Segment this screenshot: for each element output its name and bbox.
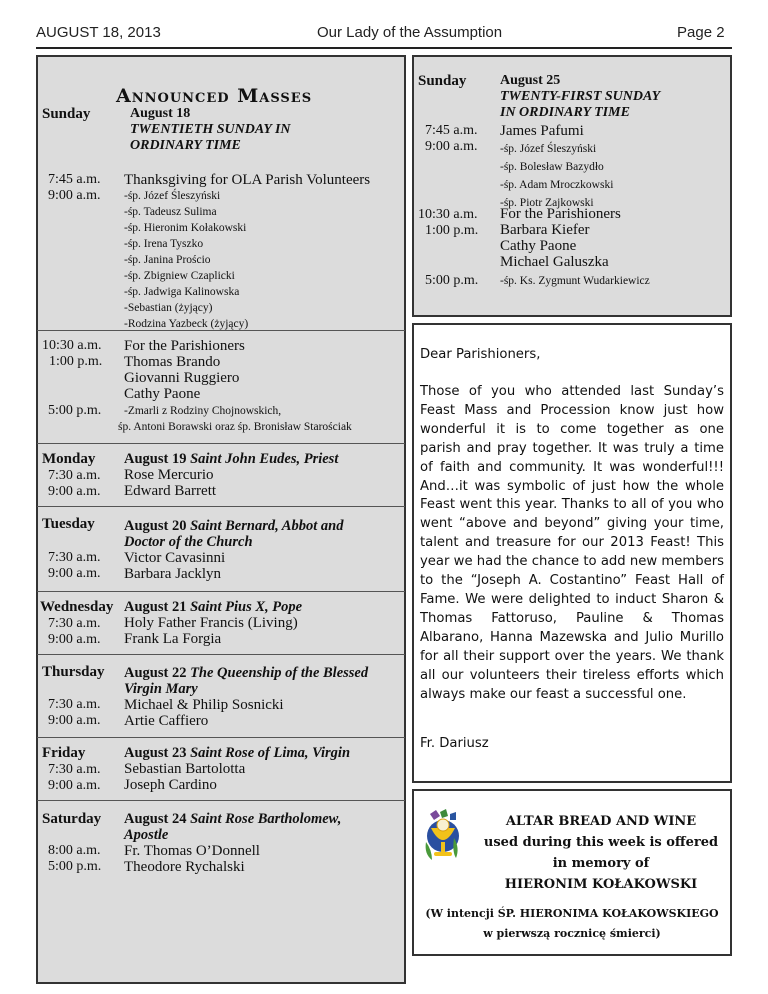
tuesday-times: 7:30 a.m. 9:00 a.m. (48, 550, 101, 581)
sunday18-intention-list: -śp. Józef Śleszyński -śp. Tadeusz Sulima -śp. Hieronim Kołakowski -śp. Irena Tyszko -śp. Janina Prościo -śp. Zbigniew Czaplicki -śp. Jadwiga Kalinowska -Sebastian (żyjący) -Rodzina Yazbeck (żyjący) (124, 190, 249, 330)
letter-signature: Fr. Dariusz (420, 736, 489, 751)
parish-name: Our Lady of the Assumption (317, 24, 503, 41)
sunday18-times-2: 10:30 a.m. 1:00 p.m. (42, 338, 103, 369)
saturday-times: 8:00 a.m. 5:00 p.m. (48, 843, 102, 874)
sunday25-times: 7:45 a.m. 9:00 a.m. (425, 123, 478, 154)
saturday-intentions: August 24 Saint Rose Bartholomew, Apostle Fr. Thomas O’Donnell Theodore Rychalski (124, 811, 342, 875)
sunday25-intention-list: -śp. Józef Śleszyński -śp. Bolesław Bazydło -śp. Adam Mroczkowski -śp. Piotr Zajkowski (500, 143, 614, 209)
divider (37, 591, 405, 592)
friday-intentions: August 23 Saint Rose of Lima, Virgin Sebastian Bartolotta Joseph Cardino (124, 745, 351, 793)
monday-block: Monday 7:30 a.m. 9:00 a.m. (42, 451, 101, 499)
thursday-times: 7:30 a.m. 9:00 a.m. (48, 697, 101, 728)
letter-body: Those of you who attended last Sunday’s Feast Mass and Procession know just how wonderful it is to come together as one parish and pray together. It was truly a time of faith and community. It was wonderful!!! And…it was symbolic of just how the whole Feast went this year. Thanks to all of you who went “above and beyond” giving your time, talent and treasure for our 2013 Feast! This year we had the chance to add new members to the “Joseph A. Costantino” Feast Hall of Fame. We were delighted to induct Sharon & Thomas Fattoruso, Pauline & Thomas Albarano, Hanna Mazewska and Julio Murillo for all their support over the years. We thank all our volunteers their tireless efforts which always make our feast a successful one. (420, 384, 724, 702)
thursday-intentions: August 22 The Queenship of the Blessed Virgin Mary Michael & Philip Sosnicki Artie Caffiero (124, 665, 369, 729)
wednesday-block: Wednesday 7:30 a.m. 9:00 a.m. (40, 599, 114, 647)
header-rule (36, 47, 732, 49)
sunday25-heading: August 25 TWENTY-FIRST SUNDAY IN ORDINARY TIME (500, 73, 661, 120)
issue-date: AUGUST 18, 2013 (36, 24, 161, 41)
sunday18-intention-1: Thanksgiving for OLA Parish Volunteers (124, 172, 371, 188)
page-number: Page 2 (677, 24, 725, 41)
masses-title: Announced Masses (116, 85, 313, 107)
sunday18-time-5: 5:00 p.m. (48, 403, 102, 418)
sunday25-intention-3: For the Parishioners Barbara Kiefer Cathy Paone Michael Galuszka (500, 206, 621, 270)
saturday-label: Saturday (42, 811, 102, 827)
sunday25-intention-1: James Pafumi (500, 123, 584, 139)
sunday25-times-2: 10:30 a.m. 1:00 p.m. (418, 207, 479, 238)
wednesday-intentions: August 21 Saint Pius X, Pope Holy Father Francis (Living) Frank La Forgia (124, 599, 303, 647)
thursday-label: Thursday (42, 664, 105, 680)
monday-intentions: August 19 Saint John Eudes, Priest Rose Mercurio Edward Barrett (124, 451, 339, 499)
tuesday-intentions: August 20 Saint Bernard, Abbot and Doctor of the Church Victor Cavasinni Barbara Jacklyn (124, 518, 344, 582)
sunday18-intention-5a: -Zmarli z Rodziny Chojnowskich, (124, 405, 282, 417)
altar-text: ALTAR BREAD AND WINE used during this week is offered in memory of HIERONIM KOŁAKOWSKI (483, 814, 719, 892)
divider (37, 654, 405, 655)
sunday18-intention-3: For the Parishioners Thomas Brando Giovanni Ruggiero Cathy Paone (124, 338, 245, 402)
divider (37, 737, 405, 738)
divider (37, 330, 405, 331)
sunday18-heading: August 18 TWENTIETH SUNDAY IN ORDINARY TIME (130, 106, 291, 153)
sunday25-time-5: 5:00 p.m. (425, 273, 479, 288)
sunday18-times: 7:45 a.m. 9:00 a.m. (48, 172, 101, 203)
sunday18-intention-5b: śp. Antoni Borawski oraz śp. Bronisław Starościak (118, 421, 352, 433)
letter-greeting: Dear Parishioners, (420, 347, 541, 362)
altar-polish-note: (W intencji ŚP. HIERONIMA KOŁAKOWSKIEGO w pierwszą rocznicę śmierci) (425, 907, 719, 940)
divider (37, 506, 405, 507)
chalice-host-icon (420, 808, 466, 871)
sunday-label: Sunday (42, 106, 91, 122)
divider (37, 443, 405, 444)
friday-block: Friday 7:30 a.m. 9:00 a.m. (42, 745, 101, 793)
tuesday-label: Tuesday (42, 516, 95, 532)
sunday25-label: Sunday (418, 73, 467, 89)
sunday25-intention-5: -śp. Ks. Zygmunt Wudarkiewicz (500, 275, 650, 287)
divider (37, 800, 405, 801)
